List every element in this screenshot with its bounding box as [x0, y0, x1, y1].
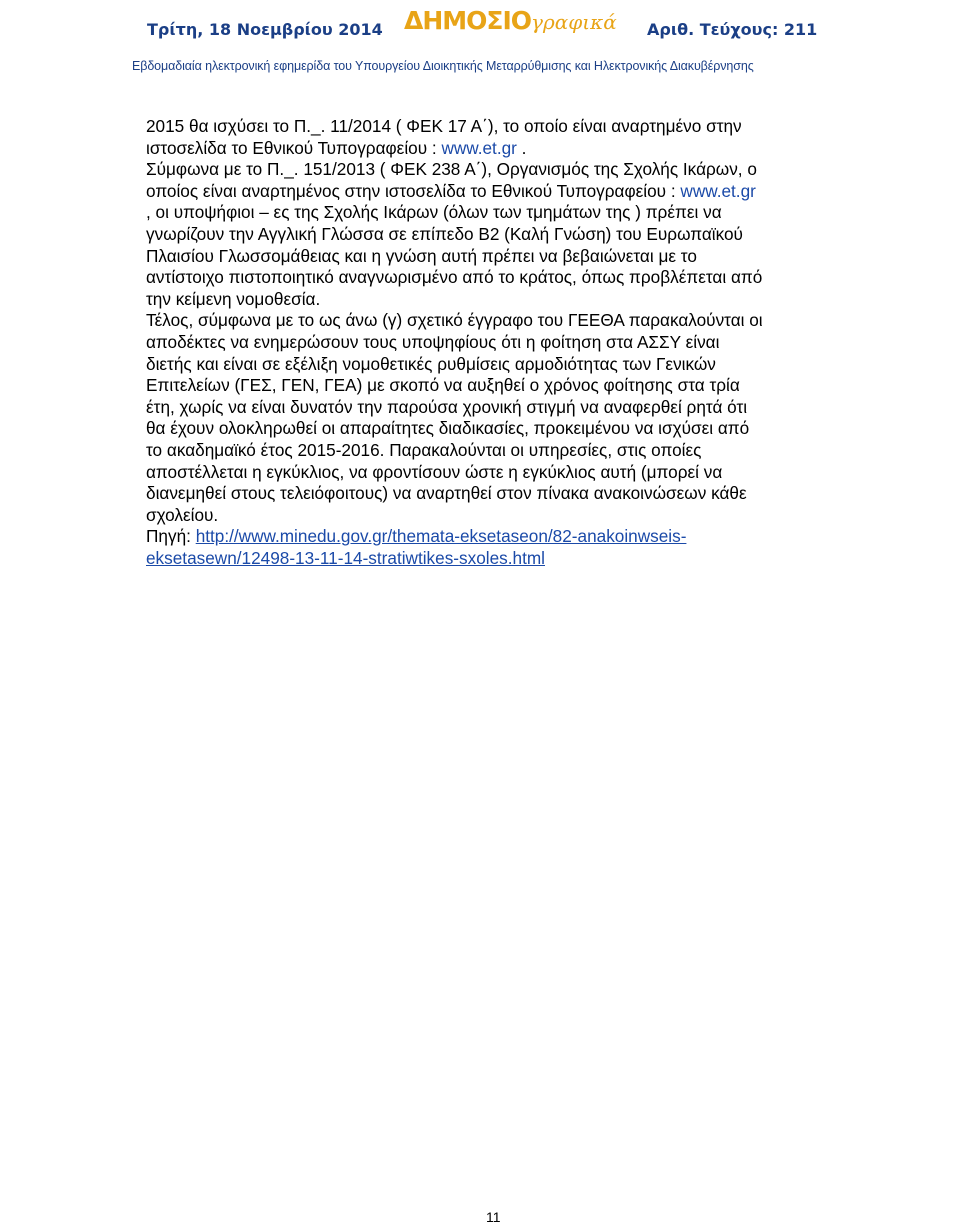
- issue-date: Τρίτη, 18 Νοεμβρίου 2014: [147, 20, 383, 39]
- issue-number: Αριθ. Τεύχους: 211: [647, 20, 818, 39]
- body-line: [146, 181, 836, 203]
- page-header: [0, 0, 960, 80]
- line-text: οποίος είναι αναρτημένος στην ιστοσελίδα το Εθνικού Τυπογραφείου :: [146, 180, 681, 201]
- body-line: σχολείου.: [146, 504, 219, 525]
- body-line: διανεμηθεί στους τελειόφοιτους) να αναρτηθεί στον πίνακα ανακοινώσεων κάθε: [146, 483, 747, 504]
- body-line: 2015 θα ισχύσει το Π._. 11/2014 ( ΦΕΚ 17 Α΄), το οποίο είναι αναρτημένο στην: [146, 116, 742, 136]
- body-line: αντίστοιχο πιστοποιητικό αναγνωρισμένο από το κράτος, όπως προβλέπεται από: [146, 267, 763, 288]
- article-body: [146, 116, 836, 569]
- logo-sub-text: γραφικά: [531, 10, 617, 34]
- source-label: Πηγή:: [146, 526, 196, 547]
- body-line: Επιτελείων (ΓΕΣ, ΓΕΝ, ΓΕΑ) με σκοπό να αυξηθεί ο χρόνος φοίτησης στα τρία: [146, 375, 740, 396]
- body-line: έτη, χωρίς να είναι δυνατόν την παρούσα χρονική στιγμή να αναφερθεί ρητά ότι: [146, 396, 748, 417]
- body-line: αποδέκτες να ενημερώσουν τους υποψηφίους ότι η φοίτηση στα ΑΣΣΥ είναι: [146, 331, 720, 352]
- source-link[interactable]: eksetasewn/12498-13-11-14-stratiwtikes-sxoles.html: [146, 547, 545, 568]
- body-line: , οι υποψήφιοι – ες της Σχολής Ικάρων (όλων των τμημάτων της ) πρέπει να: [146, 202, 722, 223]
- body-line: διετής και είναι σε εξέλιξη νομοθετικές ρυθμίσεις αρμοδιότητας των Γενικών: [146, 353, 716, 374]
- body-line: Σύμφωνα με το Π._. 151/2013 ( ΦΕΚ 238 Α΄), Οργανισμός της Σχολής Ικάρων, ο: [146, 159, 757, 180]
- newsletter-logo: [404, 6, 617, 40]
- logo-main-text: ΔΗΜΟΣΙΟ: [404, 6, 532, 35]
- source-line: [146, 548, 836, 570]
- line-text: .: [516, 137, 527, 158]
- body-line: αποστέλλεται η εγκύκλιος, να φροντίσουν ώστε η εγκύκλιος αυτή (μπορεί να: [146, 461, 723, 482]
- body-line: [146, 138, 836, 160]
- source-link[interactable]: http://www.minedu.gov.gr/themata-eksetaseon/82-anakoinwseis-: [195, 526, 687, 547]
- body-line: Πλαισίου Γλωσσομάθειας και η γνώση αυτή πρέπει να βεβαιώνεται με το: [146, 245, 697, 266]
- et-gr-link[interactable]: www.et.gr: [441, 137, 517, 158]
- body-line: το ακαδημαϊκό έτος 2015-2016. Παρακαλούνται οι υπηρεσίες, στις οποίες: [146, 439, 702, 460]
- header-subtitle: Εβδομαδιαία ηλεκτρονική εφημερίδα του Υπουργείου Διοικητικής Μεταρρύθμισης και Ηλεκτρονικής Διακυβέρνησης: [132, 59, 754, 73]
- et-gr-link[interactable]: www.et.gr: [680, 180, 756, 201]
- body-line: γνωρίζουν την Αγγλική Γλώσσα σε επίπεδο Β2 (Καλή Γνώση) του Ευρωπαϊκού: [146, 223, 743, 244]
- source-line: [146, 526, 836, 548]
- body-line: θα έχουν ολοκληρωθεί οι απαραίτητες διαδικασίες, προκειμένου να ισχύσει από: [146, 418, 750, 439]
- page-number: 11: [486, 1209, 501, 1225]
- body-line: την κείμενη νομοθεσία.: [146, 288, 321, 309]
- line-text: ιστοσελίδα το Εθνικού Τυπογραφείου :: [146, 137, 442, 158]
- body-line: Τέλος, σύμφωνα με το ως άνω (γ) σχετικό έγγραφο του ΓΕΕΘΑ παρακαλούνται οι: [146, 310, 763, 331]
